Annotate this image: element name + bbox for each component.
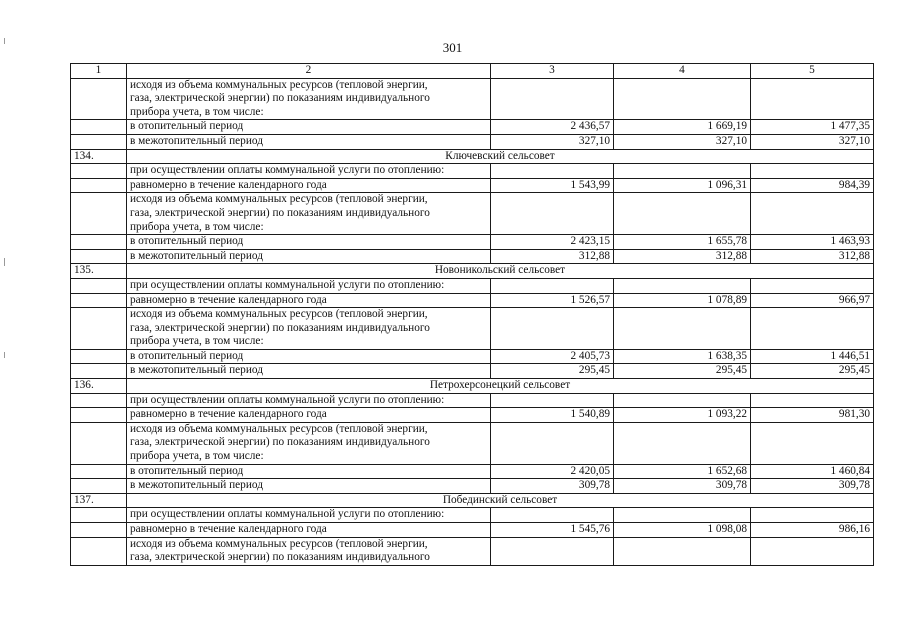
row-label: в отопительный период: [127, 235, 491, 250]
table-row: [71, 364, 874, 379]
empty-cell: [71, 249, 127, 264]
row-label: при осуществлении оплаты коммунальной услуги по отоплению:: [127, 278, 491, 293]
empty-cell: [614, 78, 751, 120]
description-line: газа, электрической энергии) по показаниям индивидуального: [130, 92, 430, 105]
row-label: равномерно в течение календарного года: [127, 408, 491, 423]
value-cell: 1 638,35: [614, 349, 751, 364]
value-cell: 2 405,73: [491, 349, 614, 364]
value-cell: 1 463,93: [751, 235, 874, 250]
empty-cell: [491, 193, 614, 235]
empty-cell: [751, 164, 874, 179]
empty-cell: [614, 422, 751, 464]
column-header: 2: [127, 64, 491, 79]
empty-cell: [614, 193, 751, 235]
empty-cell: [71, 349, 127, 364]
table-row: [71, 120, 874, 135]
description-line: прибора учета, в том числе:: [130, 105, 264, 118]
table-row: [71, 235, 874, 250]
value-cell: 1 655,78: [614, 235, 751, 250]
empty-cell: [751, 308, 874, 350]
value-cell: 2 436,57: [491, 120, 614, 135]
row-label: в отопительный период: [127, 120, 491, 135]
description-line: газа, электрической энергии) по показаниям индивидуального: [130, 551, 430, 564]
empty-cell: [71, 193, 127, 235]
empty-cell: [614, 164, 751, 179]
description-row: [71, 78, 874, 120]
section-title: Побединский сельсовет: [127, 493, 874, 508]
value-cell: 295,45: [614, 364, 751, 379]
description-line: газа, электрической энергии) по показаниям индивидуального: [130, 206, 430, 219]
empty-cell: [751, 393, 874, 408]
value-cell: 309,78: [491, 479, 614, 494]
value-cell: 327,10: [751, 134, 874, 149]
description-row: [71, 308, 874, 350]
value-cell: 2 420,05: [491, 464, 614, 479]
description-line: прибора учета, в том числе:: [130, 220, 264, 233]
empty-cell: [614, 308, 751, 350]
empty-cell: [71, 422, 127, 464]
value-cell: 1 545,76: [491, 523, 614, 538]
description-line: исходя из объема коммунальных ресурсов (тепловой энергии,: [130, 78, 428, 91]
description-line: исходя из объема коммунальных ресурсов (тепловой энергии,: [130, 537, 428, 550]
description-line: исходя из объема коммунальных ресурсов (тепловой энергии,: [130, 308, 428, 321]
margin-scan-mark: [4, 258, 5, 266]
empty-cell: [751, 508, 874, 523]
row-label: равномерно в течение календарного года: [127, 523, 491, 538]
section-row: [71, 379, 874, 394]
empty-cell: [71, 393, 127, 408]
table-header-row: [71, 64, 874, 79]
table-row: [71, 249, 874, 264]
empty-cell: [491, 508, 614, 523]
row-label: в межотопительный период: [127, 364, 491, 379]
description-line: исходя из объема коммунальных ресурсов (тепловой энергии,: [130, 193, 428, 206]
empty-cell: [71, 278, 127, 293]
note-row: [71, 393, 874, 408]
tariff-table: [70, 63, 874, 566]
page-number: 301: [442, 40, 463, 55]
value-cell: 1 540,89: [491, 408, 614, 423]
row-description: [127, 537, 491, 565]
section-number: 137.: [71, 493, 127, 508]
empty-cell: [751, 278, 874, 293]
row-label: при осуществлении оплаты коммунальной услуги по отоплению:: [127, 164, 491, 179]
row-description: [127, 422, 491, 464]
description-row: [71, 422, 874, 464]
description-line: прибора учета, в том числе:: [130, 335, 264, 348]
empty-cell: [614, 278, 751, 293]
empty-cell: [491, 308, 614, 350]
row-label: равномерно в течение календарного года: [127, 293, 491, 308]
value-cell: 295,45: [751, 364, 874, 379]
empty-cell: [71, 508, 127, 523]
value-cell: 2 423,15: [491, 235, 614, 250]
column-header: 4: [614, 64, 751, 79]
empty-cell: [71, 464, 127, 479]
section-title: Петрохерсонецкий сельсовет: [127, 379, 874, 394]
value-cell: 1 526,57: [491, 293, 614, 308]
table-row: [71, 479, 874, 494]
empty-cell: [491, 278, 614, 293]
empty-cell: [491, 422, 614, 464]
description-line: исходя из объема коммунальных ресурсов (тепловой энергии,: [130, 422, 428, 435]
value-cell: 966,97: [751, 293, 874, 308]
value-cell: 295,45: [491, 364, 614, 379]
empty-cell: [751, 78, 874, 120]
empty-cell: [71, 164, 127, 179]
value-cell: 1 669,19: [614, 120, 751, 135]
empty-cell: [614, 393, 751, 408]
empty-cell: [71, 134, 127, 149]
table-row: [71, 349, 874, 364]
empty-cell: [71, 479, 127, 494]
note-row: [71, 508, 874, 523]
row-label: при осуществлении оплаты коммунальной услуги по отоплению:: [127, 393, 491, 408]
empty-cell: [71, 308, 127, 350]
note-row: [71, 164, 874, 179]
value-cell: 1 078,89: [614, 293, 751, 308]
empty-cell: [751, 537, 874, 565]
row-label: при осуществлении оплаты коммунальной услуги по отоплению:: [127, 508, 491, 523]
table-row: [71, 293, 874, 308]
description-line: газа, электрической энергии) по показаниям индивидуального: [130, 321, 430, 334]
empty-cell: [614, 508, 751, 523]
value-cell: 327,10: [491, 134, 614, 149]
value-cell: 1 446,51: [751, 349, 874, 364]
description-row: [71, 537, 874, 565]
column-header: 3: [491, 64, 614, 79]
table-row: [71, 408, 874, 423]
row-description: [127, 308, 491, 350]
row-label: в межотопительный период: [127, 249, 491, 264]
table-row: [71, 464, 874, 479]
empty-cell: [71, 120, 127, 135]
value-cell: 981,30: [751, 408, 874, 423]
empty-cell: [71, 408, 127, 423]
value-cell: 1 543,99: [491, 178, 614, 193]
row-label: равномерно в течение календарного года: [127, 178, 491, 193]
empty-cell: [71, 178, 127, 193]
value-cell: 309,78: [614, 479, 751, 494]
empty-cell: [491, 78, 614, 120]
section-number: 136.: [71, 379, 127, 394]
value-cell: 1 098,08: [614, 523, 751, 538]
section-title: Ключевский сельсовет: [127, 149, 874, 164]
row-label: в межотопительный период: [127, 134, 491, 149]
empty-cell: [491, 393, 614, 408]
empty-cell: [71, 235, 127, 250]
value-cell: 312,88: [614, 249, 751, 264]
table-row: [71, 134, 874, 149]
value-cell: 1 460,84: [751, 464, 874, 479]
row-label: в отопительный период: [127, 464, 491, 479]
value-cell: 984,39: [751, 178, 874, 193]
column-header: 5: [751, 64, 874, 79]
value-cell: 327,10: [614, 134, 751, 149]
value-cell: 1 477,35: [751, 120, 874, 135]
description-line: прибора учета, в том числе:: [130, 450, 264, 463]
value-cell: 312,88: [491, 249, 614, 264]
section-number: 134.: [71, 149, 127, 164]
value-cell: 312,88: [751, 249, 874, 264]
section-title: Новоникольский сельсовет: [127, 264, 874, 279]
empty-cell: [71, 523, 127, 538]
value-cell: 309,78: [751, 479, 874, 494]
row-label: в отопительный период: [127, 349, 491, 364]
row-description: [127, 193, 491, 235]
table-row: [71, 178, 874, 193]
margin-scan-mark: [4, 352, 5, 358]
note-row: [71, 278, 874, 293]
value-cell: 986,16: [751, 523, 874, 538]
section-row: [71, 493, 874, 508]
empty-cell: [751, 422, 874, 464]
tariff-table-body: [71, 64, 874, 566]
empty-cell: [614, 537, 751, 565]
row-description: [127, 78, 491, 120]
row-label: в межотопительный период: [127, 479, 491, 494]
empty-cell: [491, 537, 614, 565]
empty-cell: [491, 164, 614, 179]
section-row: [71, 264, 874, 279]
empty-cell: [71, 364, 127, 379]
empty-cell: [71, 537, 127, 565]
empty-cell: [751, 193, 874, 235]
column-header: 1: [71, 64, 127, 79]
section-row: [71, 149, 874, 164]
value-cell: 1 652,68: [614, 464, 751, 479]
section-number: 135.: [71, 264, 127, 279]
description-line: газа, электрической энергии) по показаниям индивидуального: [130, 436, 430, 449]
description-row: [71, 193, 874, 235]
table-row: [71, 523, 874, 538]
value-cell: 1 093,22: [614, 408, 751, 423]
empty-cell: [71, 78, 127, 120]
empty-cell: [71, 293, 127, 308]
value-cell: 1 096,31: [614, 178, 751, 193]
margin-scan-mark: [4, 38, 5, 44]
